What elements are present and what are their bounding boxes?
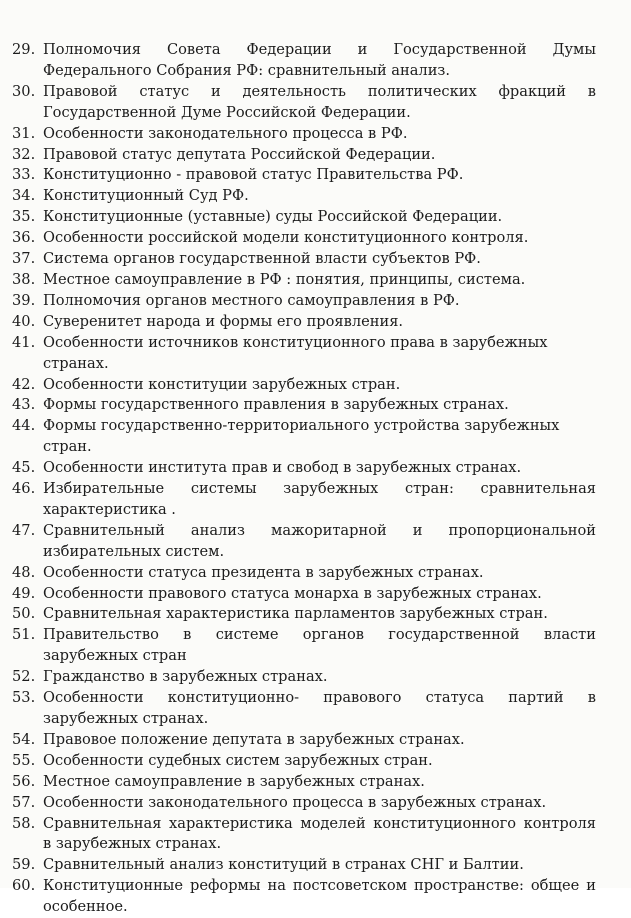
item-number: 30. xyxy=(12,82,36,100)
list-item xyxy=(12,730,596,751)
item-text: Система органов государственной власти субъектов РФ. xyxy=(43,250,481,268)
list-item xyxy=(12,521,596,563)
item-text: Местное самоуправление в РФ : понятия, принципы, система. xyxy=(43,270,526,288)
item-number: 38. xyxy=(12,270,36,288)
item-number: 31. xyxy=(12,124,36,142)
list-item xyxy=(12,124,596,145)
item-text: Особенности статуса президента в зарубежных странах. xyxy=(43,563,484,581)
list-item xyxy=(12,145,596,166)
list-item xyxy=(12,793,596,814)
list-item xyxy=(12,375,596,396)
item-number: 45. xyxy=(12,459,36,477)
item-number: 56. xyxy=(12,772,36,790)
item-number: 35. xyxy=(12,208,36,226)
list-item xyxy=(12,667,596,688)
item-text: Избирательные системы зарубежных стран: сравнительная характеристика . xyxy=(43,480,596,518)
item-number: 36. xyxy=(12,229,36,247)
item-text: Полномочия Совета Федерации и Государственной Думы Федерального Собрания РФ: сравнительный анализ. xyxy=(43,41,596,79)
list-item xyxy=(12,416,596,458)
list-item xyxy=(12,688,596,730)
item-text: Особенности источников конституционного права в зарубежных странах. xyxy=(43,333,548,372)
list-item xyxy=(12,186,596,207)
item-number: 39. xyxy=(12,291,36,309)
item-text: Правовой статус и деятельность политических фракций в Государственной Думе Российской Федерации. xyxy=(43,82,596,121)
item-number: 59. xyxy=(12,856,36,874)
list-item xyxy=(12,333,596,375)
item-text: Особенности законодательного процесса в РФ. xyxy=(43,124,408,142)
item-text: Гражданство в зарубежных странах. xyxy=(43,668,328,686)
item-text: Сравнительный анализ мажоритарной и пропорциональной избирательных систем. xyxy=(43,521,596,560)
item-number: 43. xyxy=(12,396,36,414)
item-number: 55. xyxy=(12,751,36,769)
item-number: 41. xyxy=(12,333,36,351)
item-text: Конституционный Суд РФ. xyxy=(43,187,249,205)
list-item xyxy=(12,82,596,124)
item-text: Особенности правового статуса монарха в зарубежных странах. xyxy=(43,584,542,602)
item-number: 52. xyxy=(12,668,36,686)
item-text: Формы государственного правления в зарубежных странах. xyxy=(43,396,509,414)
item-number: 51. xyxy=(12,626,36,644)
item-text: Сравнительный анализ конституций в странах СНГ и Балтии. xyxy=(43,856,524,874)
item-number: 44. xyxy=(12,417,36,435)
list-item xyxy=(12,165,596,186)
item-number: 50. xyxy=(12,605,36,623)
list-item xyxy=(12,479,596,521)
item-number: 48. xyxy=(12,563,36,581)
list-item xyxy=(12,772,596,793)
item-text: Особенности конституции зарубежных стран. xyxy=(43,375,401,393)
item-text: Особенности российской модели конституционного контроля. xyxy=(43,229,529,247)
item-text: Правовой статус депутата Российской Федерации. xyxy=(43,145,436,163)
item-number: 34. xyxy=(12,187,36,205)
list-item xyxy=(12,291,596,312)
list-item xyxy=(12,855,596,876)
item-text: Конституционно - правовой статус Правительства РФ. xyxy=(43,166,464,184)
item-text: Особенности конституционно- правового статуса партий в зарубежных странах. xyxy=(43,689,596,727)
item-number: 42. xyxy=(12,375,36,393)
item-text: Особенности судебных систем зарубежных стран. xyxy=(43,751,433,769)
item-number: 32. xyxy=(12,145,36,163)
list-item xyxy=(12,40,596,82)
list-item xyxy=(12,604,596,625)
item-number: 29. xyxy=(12,41,36,58)
item-text: Полномочия органов местного самоуправления в РФ. xyxy=(43,291,460,309)
list-item xyxy=(12,395,596,416)
item-number: 53. xyxy=(12,689,36,707)
item-number: 54. xyxy=(12,730,36,748)
item-text: Правительство в системе органов государственной власти зарубежных стран xyxy=(43,626,596,665)
list-item xyxy=(12,312,596,333)
item-number: 40. xyxy=(12,312,36,330)
item-number: 60. xyxy=(12,877,36,895)
item-text: Конституционные реформы на постсоветском пространстве: общее и особенное. xyxy=(43,877,596,916)
item-number: 47. xyxy=(12,521,36,539)
item-number: 46. xyxy=(12,480,36,498)
list-item xyxy=(12,458,596,479)
item-number: 57. xyxy=(12,793,36,811)
item-text: Особенности законодательного процесса в зарубежных странах. xyxy=(43,793,547,811)
list-item xyxy=(12,249,596,270)
list-item xyxy=(12,207,596,228)
item-text: Местное самоуправление в зарубежных странах. xyxy=(43,772,425,790)
item-text: Сравнительная характеристика моделей конституционного контроля в зарубежных странах. xyxy=(43,814,596,853)
list-item xyxy=(12,584,596,605)
list-item xyxy=(12,270,596,291)
list-item xyxy=(12,625,596,667)
item-text: Формы государственно-территориального устройства зарубежных стран. xyxy=(43,417,560,456)
list-item xyxy=(12,876,596,918)
item-text: Конституционные (уставные) суды Российской Федерации. xyxy=(43,208,503,226)
item-text: Правовое положение депутата в зарубежных странах. xyxy=(43,730,465,748)
list-item xyxy=(12,228,596,249)
exam-questions-list xyxy=(12,40,596,918)
list-item xyxy=(12,563,596,584)
item-number: 37. xyxy=(12,250,36,268)
item-text: Суверенитет народа и формы его проявления. xyxy=(43,312,404,330)
item-number: 49. xyxy=(12,584,36,602)
list-item xyxy=(12,751,596,772)
item-number: 58. xyxy=(12,814,36,832)
list-item xyxy=(12,814,596,856)
item-text: Особенности института прав и свобод в зарубежных странах. xyxy=(43,459,522,477)
item-text: Сравнительная характеристика парламентов зарубежных стран. xyxy=(43,605,548,623)
item-number: 33. xyxy=(12,166,36,184)
